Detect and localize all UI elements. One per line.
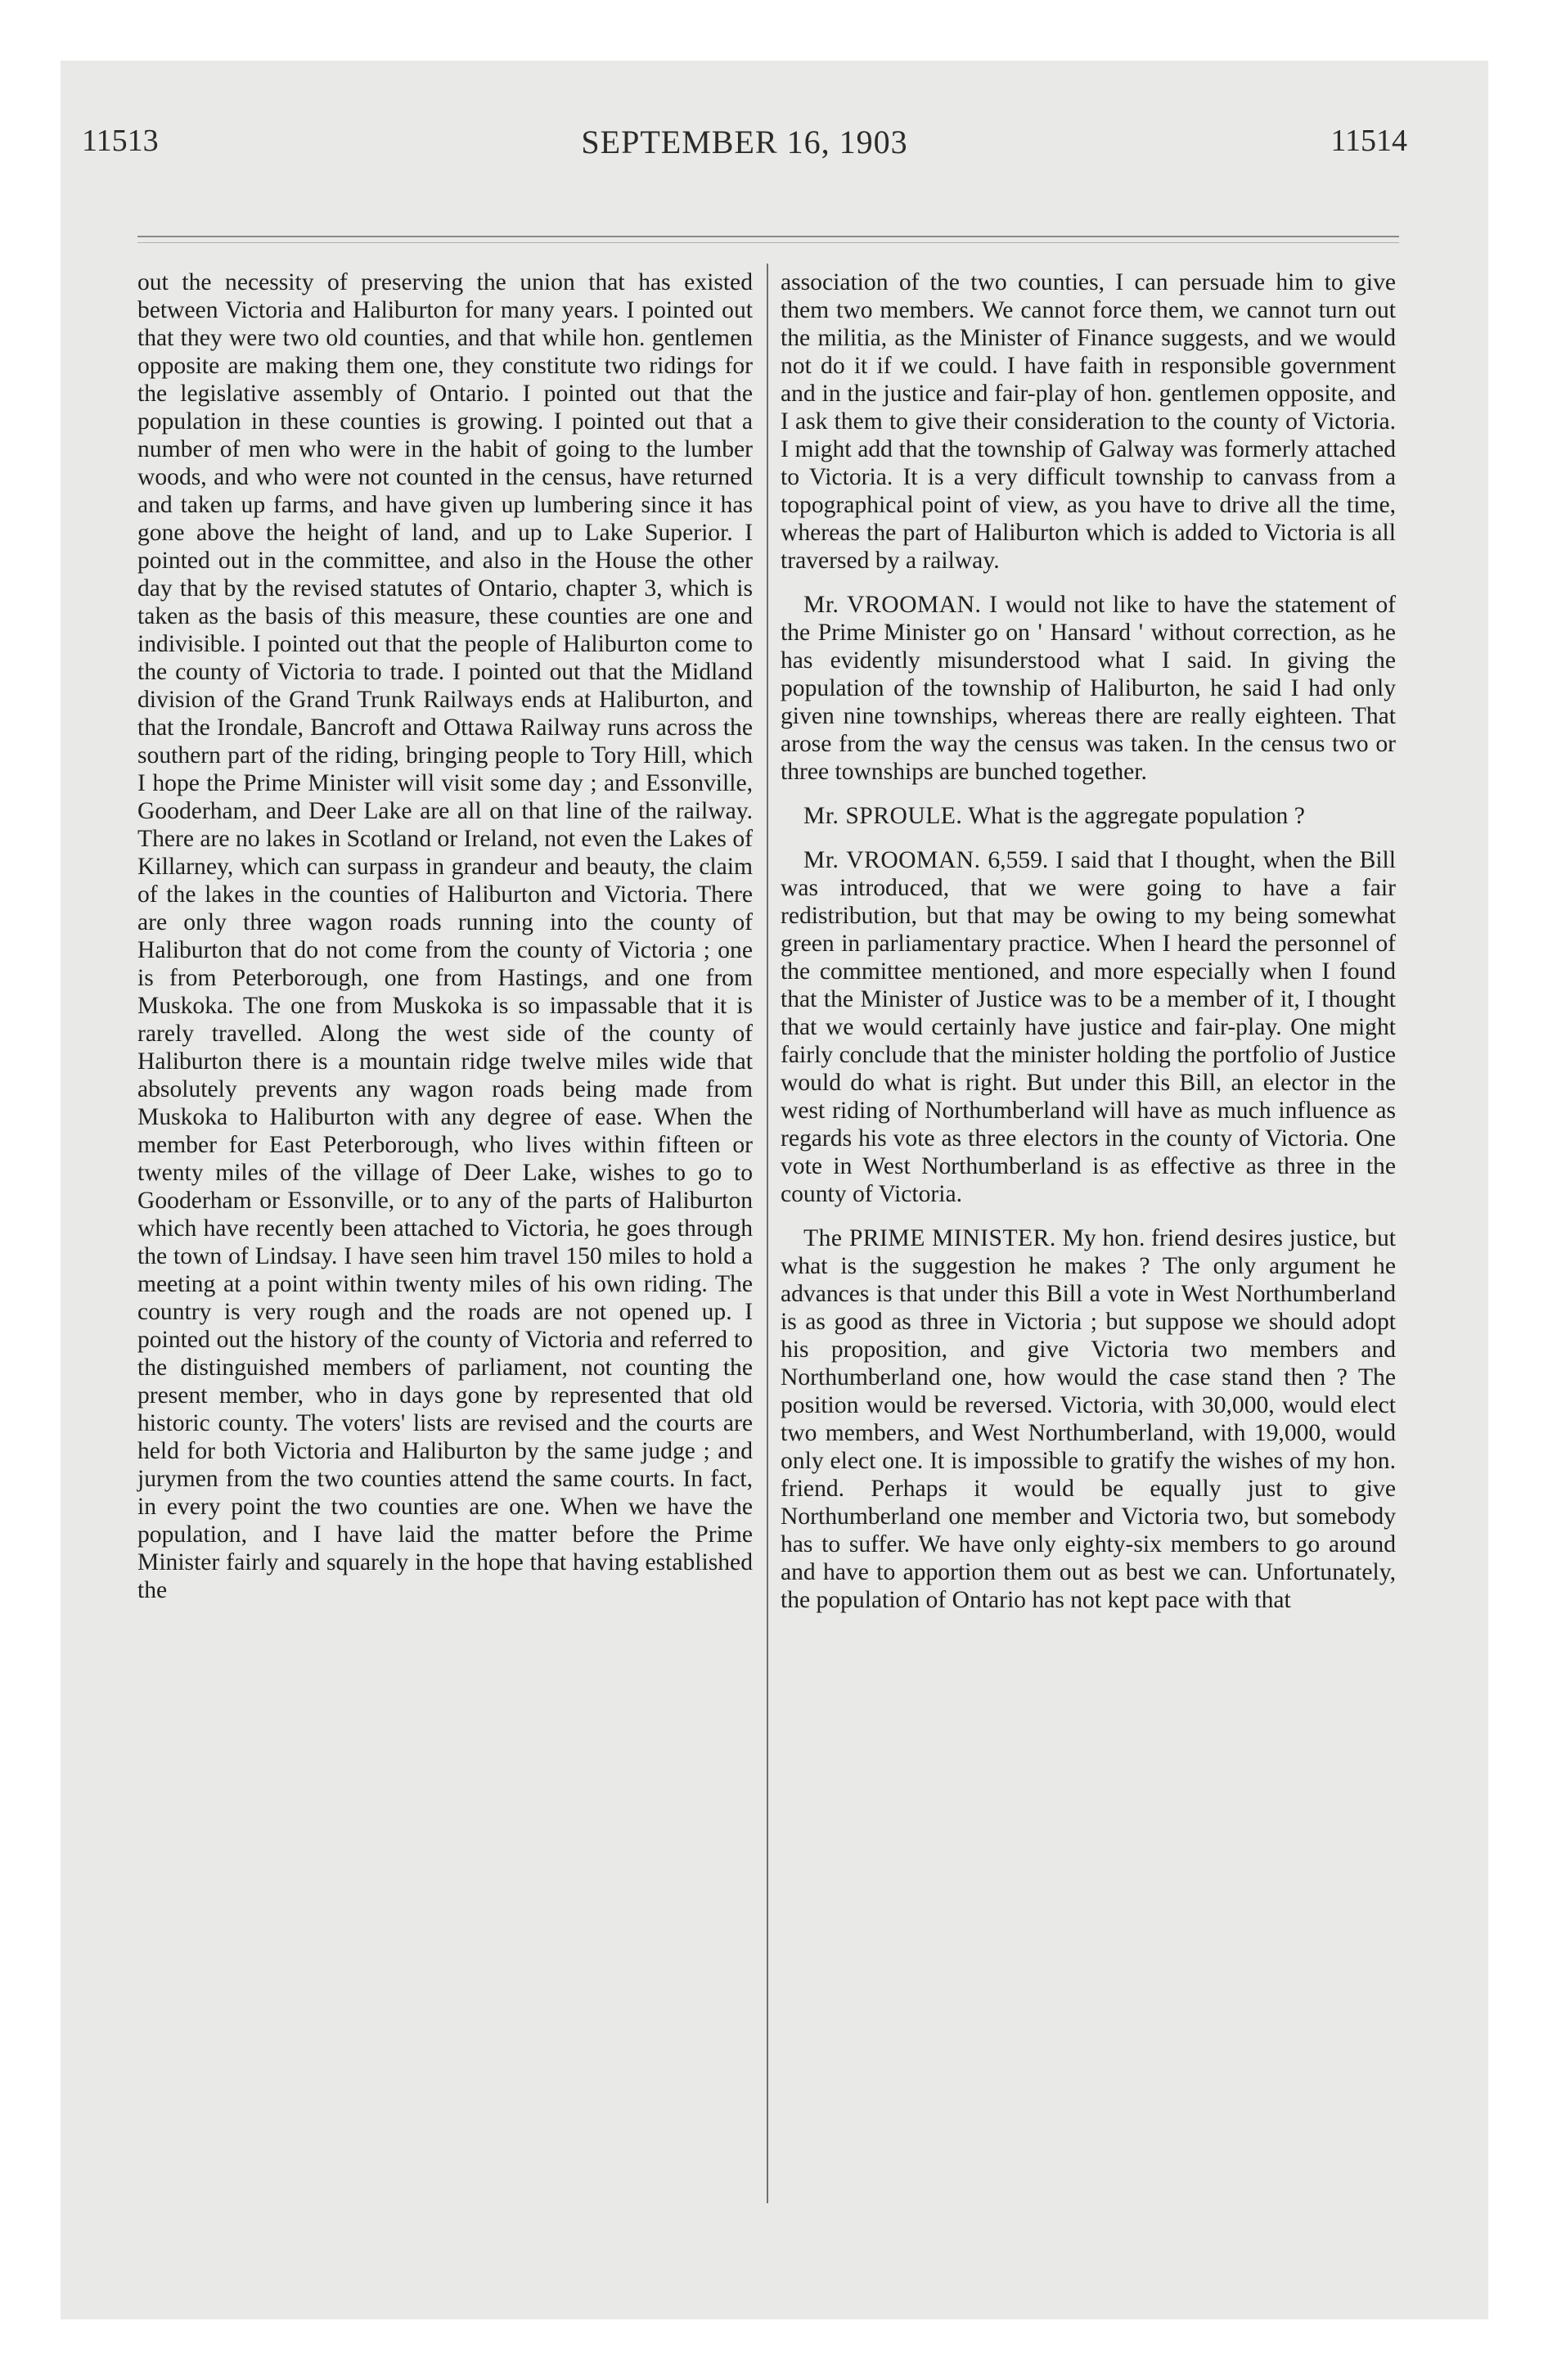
speech-vrooman-2 bbox=[781, 846, 1396, 1208]
header-rule-thin bbox=[137, 242, 1399, 243]
speaker-name: The PRIME MINISTER. bbox=[803, 1225, 1056, 1251]
left-column bbox=[137, 268, 753, 1620]
speech-text: What is the aggregate population ? bbox=[968, 803, 1305, 829]
speaker-name: Mr. VROOMAN. bbox=[803, 592, 982, 618]
right-page-number: 11514 bbox=[1330, 124, 1407, 158]
speech-text: My hon. friend desires justice, but what is the suggestion he makes ? The only argument he advances is that under this Bill a vote in West Northumberland is as good as three in Victoria ; but suppose we should adopt his proposition, and give Victoria two members and Northumberland one, how would the case stand then ? The position would be reversed. Victoria, with 30,000, would elect two members, and West Northumberland, with 19,000, would only elect one. It is impossible to gratify the wishes of my hon. friend. Perhaps it would be equally just to give Northumberland one member and Victoria two, but somebody has to suffer. We have only eighty-six members to go around and have to apportion them out as best we can. Unfortunately, the population of Ontario has not kept pace with that bbox=[781, 1225, 1396, 1613]
speaker-name: Mr. VROOMAN. bbox=[803, 847, 981, 873]
speech-text: 6,559. I said that I thought, when the Bill was introduced, that we were going to have a fair redistribution, but that may be owing to my being somewhat green in parliamentary practice. When I heard the personnel of the committee mentioned, and more especially when I found that the Minister of Justice was to be a member of it, I thought that we would certainly have justice and fair-play. One might fairly conclude that the minister holding the portfolio of Justice would do what is right. But under this Bill, an elector in the west riding of Northumberland will have as much influence as regards his vote as three electors in the county of Victoria. One vote in West Northumberland is as effective as three in the county of Victoria. bbox=[781, 847, 1396, 1207]
page-header bbox=[82, 123, 1407, 172]
header-date: SEPTEMBER 16, 1903 bbox=[581, 124, 908, 160]
speaker-name: Mr. SPROULE. bbox=[803, 803, 963, 829]
speech-sproule bbox=[781, 802, 1396, 830]
right-column bbox=[781, 268, 1396, 1630]
speech-prime-minister bbox=[781, 1224, 1396, 1614]
speech-text: I would not like to have the statement of the Prime Minister go on ' Hansard ' without correction, as he has evidently misunderstood what I said. In giving the population of the township of Haliburton, he said I had only given nine townships, whereas there are really eighteen. That arose from the way the census was taken. In the census two or three townships are bunched together. bbox=[781, 592, 1397, 785]
left-page-number: 11513 bbox=[82, 124, 159, 158]
column-divider bbox=[767, 264, 768, 2203]
left-paragraph: out the necessity of preserving the union that has existed between Victoria and Haliburton for many years. I pointed out that they were two old counties, and that while hon. gentlemen opposite are making them one, they constitute two ridings for the legislative assembly of Ontario. I pointed out that the population in these counties is growing. I pointed out that a number of men who were in the habit of going to the lumber woods, and who were not counted in the census, have returned and taken up farms, and have given up lumbering since it has gone above the height of land, and up to Lake Superior. I pointed out in the committee, and also in the House the other day that by the revised statutes of Ontario, chapter 3, which is taken as the basis of this measure, these counties are one and indivisible. I pointed out that the people of Haliburton come to the county of Victoria to trade. I pointed out that the Midland division of the Grand Trunk Railways ends at Haliburton, and that the Irondale, Bancroft and Ottawa Railway runs across the southern part of the riding, bringing people to Tory Hill, which I hope the Prime Minister will visit some day ; and Essonville, Gooderham, and Deer Lake are all on that line of the railway. There are no lakes in Scotland or Ireland, not even the Lakes of Killarney, which can surpass in grandeur and beauty, the claim of the lakes in the counties of Haliburton and Victoria. There are only three wagon roads running into the county of Haliburton that do not come from the county of Victoria ; one is from Peterborough, one from Hastings, and one from Muskoka. The one from Muskoka is so impassable that it is rarely travelled. Along the west side of the county of Haliburton there is a mountain ridge twelve miles wide that absolutely prevents any wagon roads being made from Muskoka to Haliburton with any degree of ease. When the member for East Peterborough, who lives within fifteen or twenty miles of the village of Deer Lake, wishes to go to Gooderham or Essonville, or to any of the parts of Haliburton which have recently been attached to Victoria, he goes through the town of Lindsay. I have seen him travel 150 miles to hold a meeting at a point within twenty miles of his own riding. The country is very rough and the roads are not opened up. I pointed out the history of the county of Victoria and referred to the distinguished members of parliament, not counting the present member, who in days gone by represented that old historic county. The voters' lists are revised and the courts are held for both Victoria and Haliburton by the same judge ; and jurymen from the two counties attend the same courts. In fact, in every point the two counties are one. When we have the population, and I have laid the matter before the Prime Minister fairly and squarely in the hope that having established the bbox=[137, 269, 753, 1603]
header-rule bbox=[137, 236, 1399, 237]
speech-vrooman-1 bbox=[781, 591, 1396, 786]
right-paragraph-continuation: association of the two counties, I can persuade him to give them two members. We cannot force them, we cannot turn out the militia, as the Minister of Finance suggests, and we would not do it if we could. I have faith in responsible government and in the justice and fair-play of hon. gentlemen opposite, and I ask them to give their consideration to the county of Victoria. I might add that the township of Galway was formerly attached to Victoria. It is a very difficult township to canvass from a topographical point of view, as you have to drive all the time, whereas the part of Haliburton which is added to Victoria is all traversed by a railway. bbox=[781, 269, 1396, 574]
